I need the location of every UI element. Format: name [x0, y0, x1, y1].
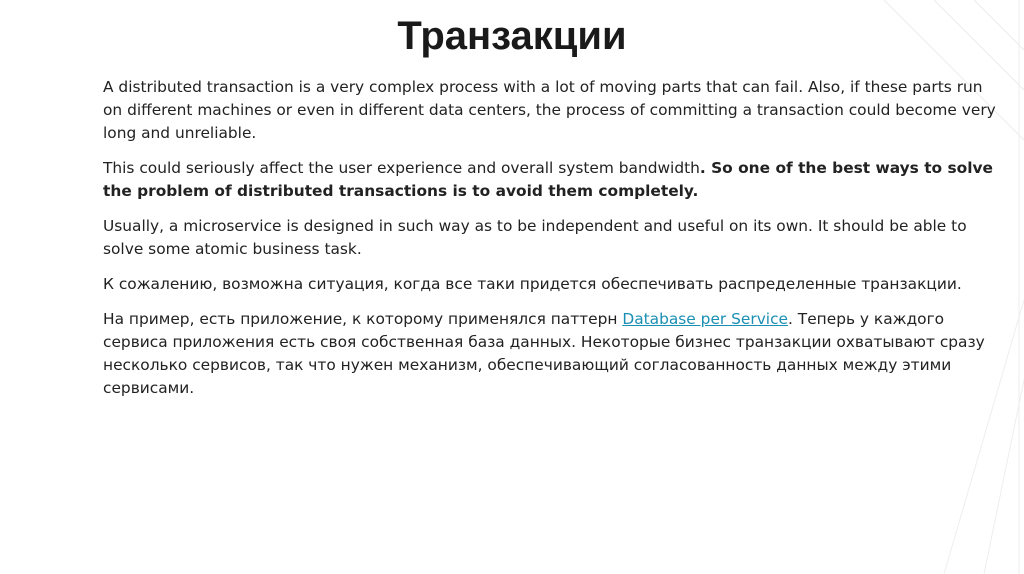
paragraph-ru-unfortunately: К сожалению, возможна ситуация, когда все таки придется обеспечивать распределенные транзакции.: [103, 275, 962, 293]
paragraph-user-experience: [103, 157, 1003, 203]
paragraph-ru-example: [103, 308, 1003, 400]
paragraph-ru-example-after: . Теперь у каждого сервиса приложения есть своя собственная база данных. Некоторые бизнес транзакции охватывают сразу несколько сервисов, так что нужен механизм, обеспечивающий согласованность данных между этими сервисами.: [103, 310, 985, 397]
paragraph-user-experience-emphasis: . So one of the best ways to solve the problem of distributed transactions is to avoid them completely.: [103, 159, 993, 200]
paragraph-ru-example-before: На пример, есть приложение, к которому применялся паттерн: [103, 310, 623, 328]
paragraph-microservice: Usually, a microservice is designed in such way as to be independent and useful on its own. It should be able to solve some atomic business task.: [103, 217, 967, 258]
slide-body: [103, 76, 1003, 412]
database-per-service-link[interactable]: Database per Service: [622, 310, 789, 328]
slide-title: Транзакции: [397, 14, 627, 58]
paragraph-user-experience-text: This could seriously affect the user experience and overall system bandwidth: [103, 159, 700, 177]
paragraph-distributed-transaction: A distributed transaction is a very complex process with a lot of moving parts that can fail. Also, if these parts run on different machines or even in different data centers, the process of committing a transaction could become very long and unreliable.: [103, 78, 996, 142]
